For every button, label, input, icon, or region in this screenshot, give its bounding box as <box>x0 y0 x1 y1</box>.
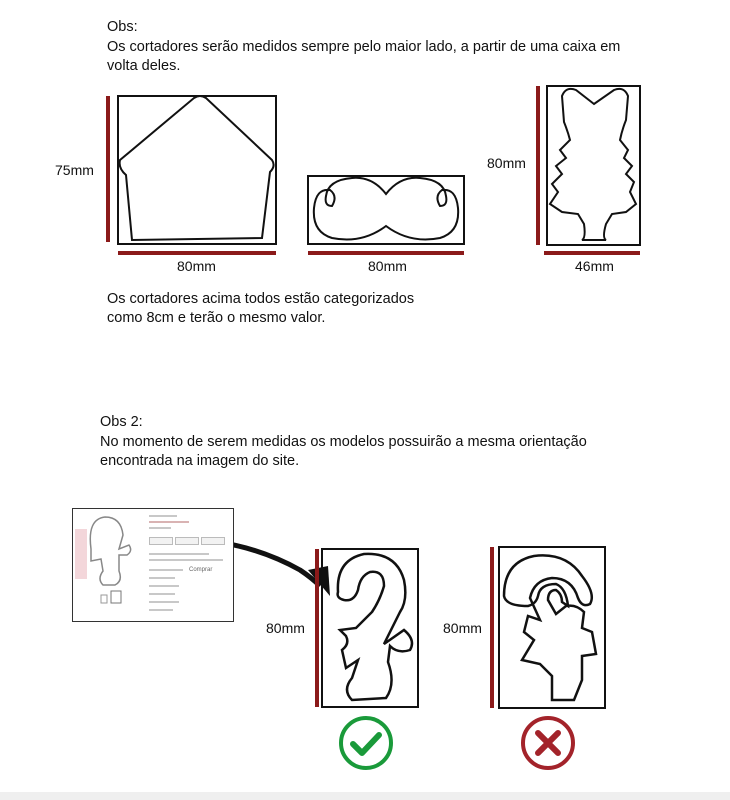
tree-width-bar <box>544 251 640 255</box>
wrong-example <box>490 547 605 708</box>
tree-height-label: 80mm <box>487 155 526 171</box>
tree-shape <box>550 89 636 240</box>
obs2-heading: Obs 2: <box>100 414 143 430</box>
tree-example <box>536 86 640 255</box>
obs1-note-line1: Os cortadores acima todos estão categorizados <box>107 291 415 307</box>
house-shape <box>120 96 274 240</box>
wrong-height-label: 80mm <box>443 620 482 636</box>
wrong-height-bar <box>490 547 494 708</box>
house-width-label: 80mm <box>177 258 216 274</box>
house-width-bar <box>118 251 276 255</box>
thumbnail-product-image <box>75 509 145 619</box>
site-thumbnail <box>72 508 234 622</box>
candy-cane-wrong <box>504 555 596 700</box>
correct-height-label: 80mm <box>266 620 305 636</box>
tree-height-bar <box>536 86 540 245</box>
obs1-line2: volta deles. <box>107 58 181 74</box>
check-icon <box>338 715 394 771</box>
mustache-width-label: 80mm <box>368 258 407 274</box>
tree-width-label: 46mm <box>575 258 614 274</box>
candy-cane-correct <box>338 554 412 700</box>
house-height-label: 75mm <box>55 162 94 178</box>
mustache-width-bar <box>308 251 464 255</box>
correct-example <box>315 549 418 707</box>
mustache-example <box>308 176 464 255</box>
thumbnail-buy-button: Comprar <box>189 567 213 573</box>
obs2-line1: No momento de serem medidas os modelos possuirão a mesma orientação <box>100 434 587 450</box>
footer-strip <box>0 792 730 800</box>
house-height-bar <box>106 96 110 242</box>
cross-icon <box>520 715 576 771</box>
obs2-line2: encontrada na imagem do site. <box>100 453 300 469</box>
obs1-heading: Obs: <box>107 19 138 35</box>
obs1-line1: Os cortadores serão medidos sempre pelo maior lado, a partir de uma caixa em <box>107 39 621 55</box>
correct-height-bar <box>315 549 319 707</box>
house-example <box>106 96 276 255</box>
mustache-shape <box>314 178 458 240</box>
obs1-note-line2: como 8cm e terão o mesmo valor. <box>107 310 326 326</box>
